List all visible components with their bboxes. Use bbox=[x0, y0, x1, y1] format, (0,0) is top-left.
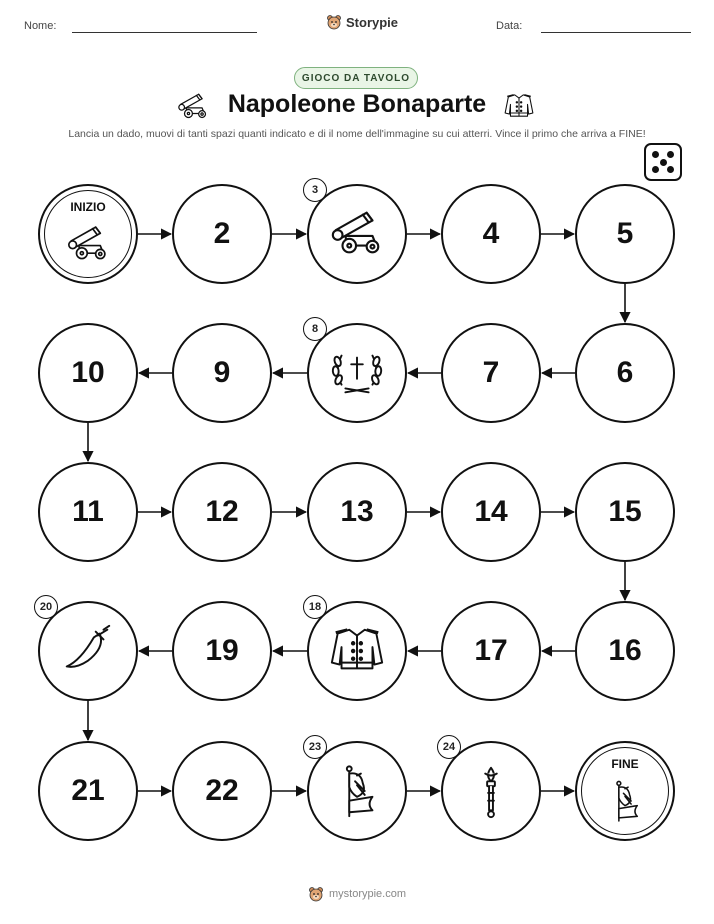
board-space-7 bbox=[441, 323, 541, 423]
scepter-icon bbox=[462, 762, 520, 820]
board-space-fine bbox=[575, 741, 675, 841]
space-number: 14 bbox=[474, 495, 508, 528]
space-number: 7 bbox=[482, 356, 500, 389]
board-space-16 bbox=[575, 601, 675, 701]
saber-icon bbox=[59, 622, 117, 680]
board-space-18 bbox=[307, 601, 407, 701]
uniform-jacket-icon bbox=[328, 622, 386, 680]
board-space-5 bbox=[575, 184, 675, 284]
board-space-21 bbox=[38, 741, 138, 841]
cannon-icon bbox=[328, 205, 386, 263]
date-label: Data: bbox=[496, 20, 523, 32]
laurel-wreath-cross-icon bbox=[328, 344, 386, 402]
space-number: 10 bbox=[71, 356, 105, 389]
space-number: 22 bbox=[205, 774, 239, 807]
board-space-24 bbox=[441, 741, 541, 841]
space-number: 15 bbox=[608, 495, 642, 528]
category-badge: GIOCO DA TAVOLO bbox=[294, 67, 418, 89]
space-number: 6 bbox=[616, 356, 634, 389]
board-space-11 bbox=[38, 462, 138, 562]
board-space-4 bbox=[441, 184, 541, 284]
space-number: 2 bbox=[213, 217, 231, 250]
board-space-12 bbox=[172, 462, 272, 562]
footer-url: mystorypie.com bbox=[328, 888, 407, 900]
space-number-badge: 18 bbox=[303, 595, 327, 619]
name-label: Nome: bbox=[24, 20, 57, 32]
space-number: 9 bbox=[213, 356, 231, 389]
space-number-badge: 20 bbox=[34, 595, 58, 619]
board-space-10 bbox=[38, 323, 138, 423]
page-title: Napoleone Bonaparte bbox=[227, 90, 487, 118]
space-label: INIZIO bbox=[70, 200, 106, 214]
eagle-standard-icon bbox=[328, 762, 386, 820]
space-number-badge: 24 bbox=[437, 735, 461, 759]
cannon-icon bbox=[65, 221, 111, 267]
instructions: Lancia un dado, muovi di tanti spazi quanti indicato e di il nome dell'immagine su cui atterri. Vince il primo che arriva a FINE! bbox=[68, 128, 646, 140]
space-number: 21 bbox=[71, 774, 105, 807]
space-number: 5 bbox=[616, 217, 634, 250]
board-space-3 bbox=[307, 184, 407, 284]
board-space-inizio bbox=[38, 184, 138, 284]
space-number: 13 bbox=[340, 495, 374, 528]
space-number: 16 bbox=[608, 634, 642, 667]
board-space-2 bbox=[172, 184, 272, 284]
board-space-6 bbox=[575, 323, 675, 423]
board-space-17 bbox=[441, 601, 541, 701]
space-number: 11 bbox=[72, 495, 104, 528]
space-number: 17 bbox=[474, 634, 508, 667]
board-space-23 bbox=[307, 741, 407, 841]
space-number-badge: 8 bbox=[303, 317, 327, 341]
board-space-22 bbox=[172, 741, 272, 841]
storypie-bear-icon bbox=[308, 886, 324, 902]
brand-name: Storypie bbox=[346, 14, 399, 30]
board-space-8 bbox=[307, 323, 407, 423]
space-number: 4 bbox=[482, 217, 500, 250]
board-space-13 bbox=[307, 462, 407, 562]
board-space-9 bbox=[172, 323, 272, 423]
space-number-badge: 3 bbox=[303, 178, 327, 202]
board-space-20 bbox=[38, 601, 138, 701]
eagle-standard-icon bbox=[602, 778, 648, 824]
footer bbox=[0, 886, 714, 902]
space-number-badge: 23 bbox=[303, 735, 327, 759]
board-space-15 bbox=[575, 462, 675, 562]
board-space-14 bbox=[441, 462, 541, 562]
space-number: 12 bbox=[205, 495, 239, 528]
board-space-19 bbox=[172, 601, 272, 701]
space-label: FINE bbox=[611, 757, 639, 771]
space-number: 19 bbox=[205, 634, 239, 667]
